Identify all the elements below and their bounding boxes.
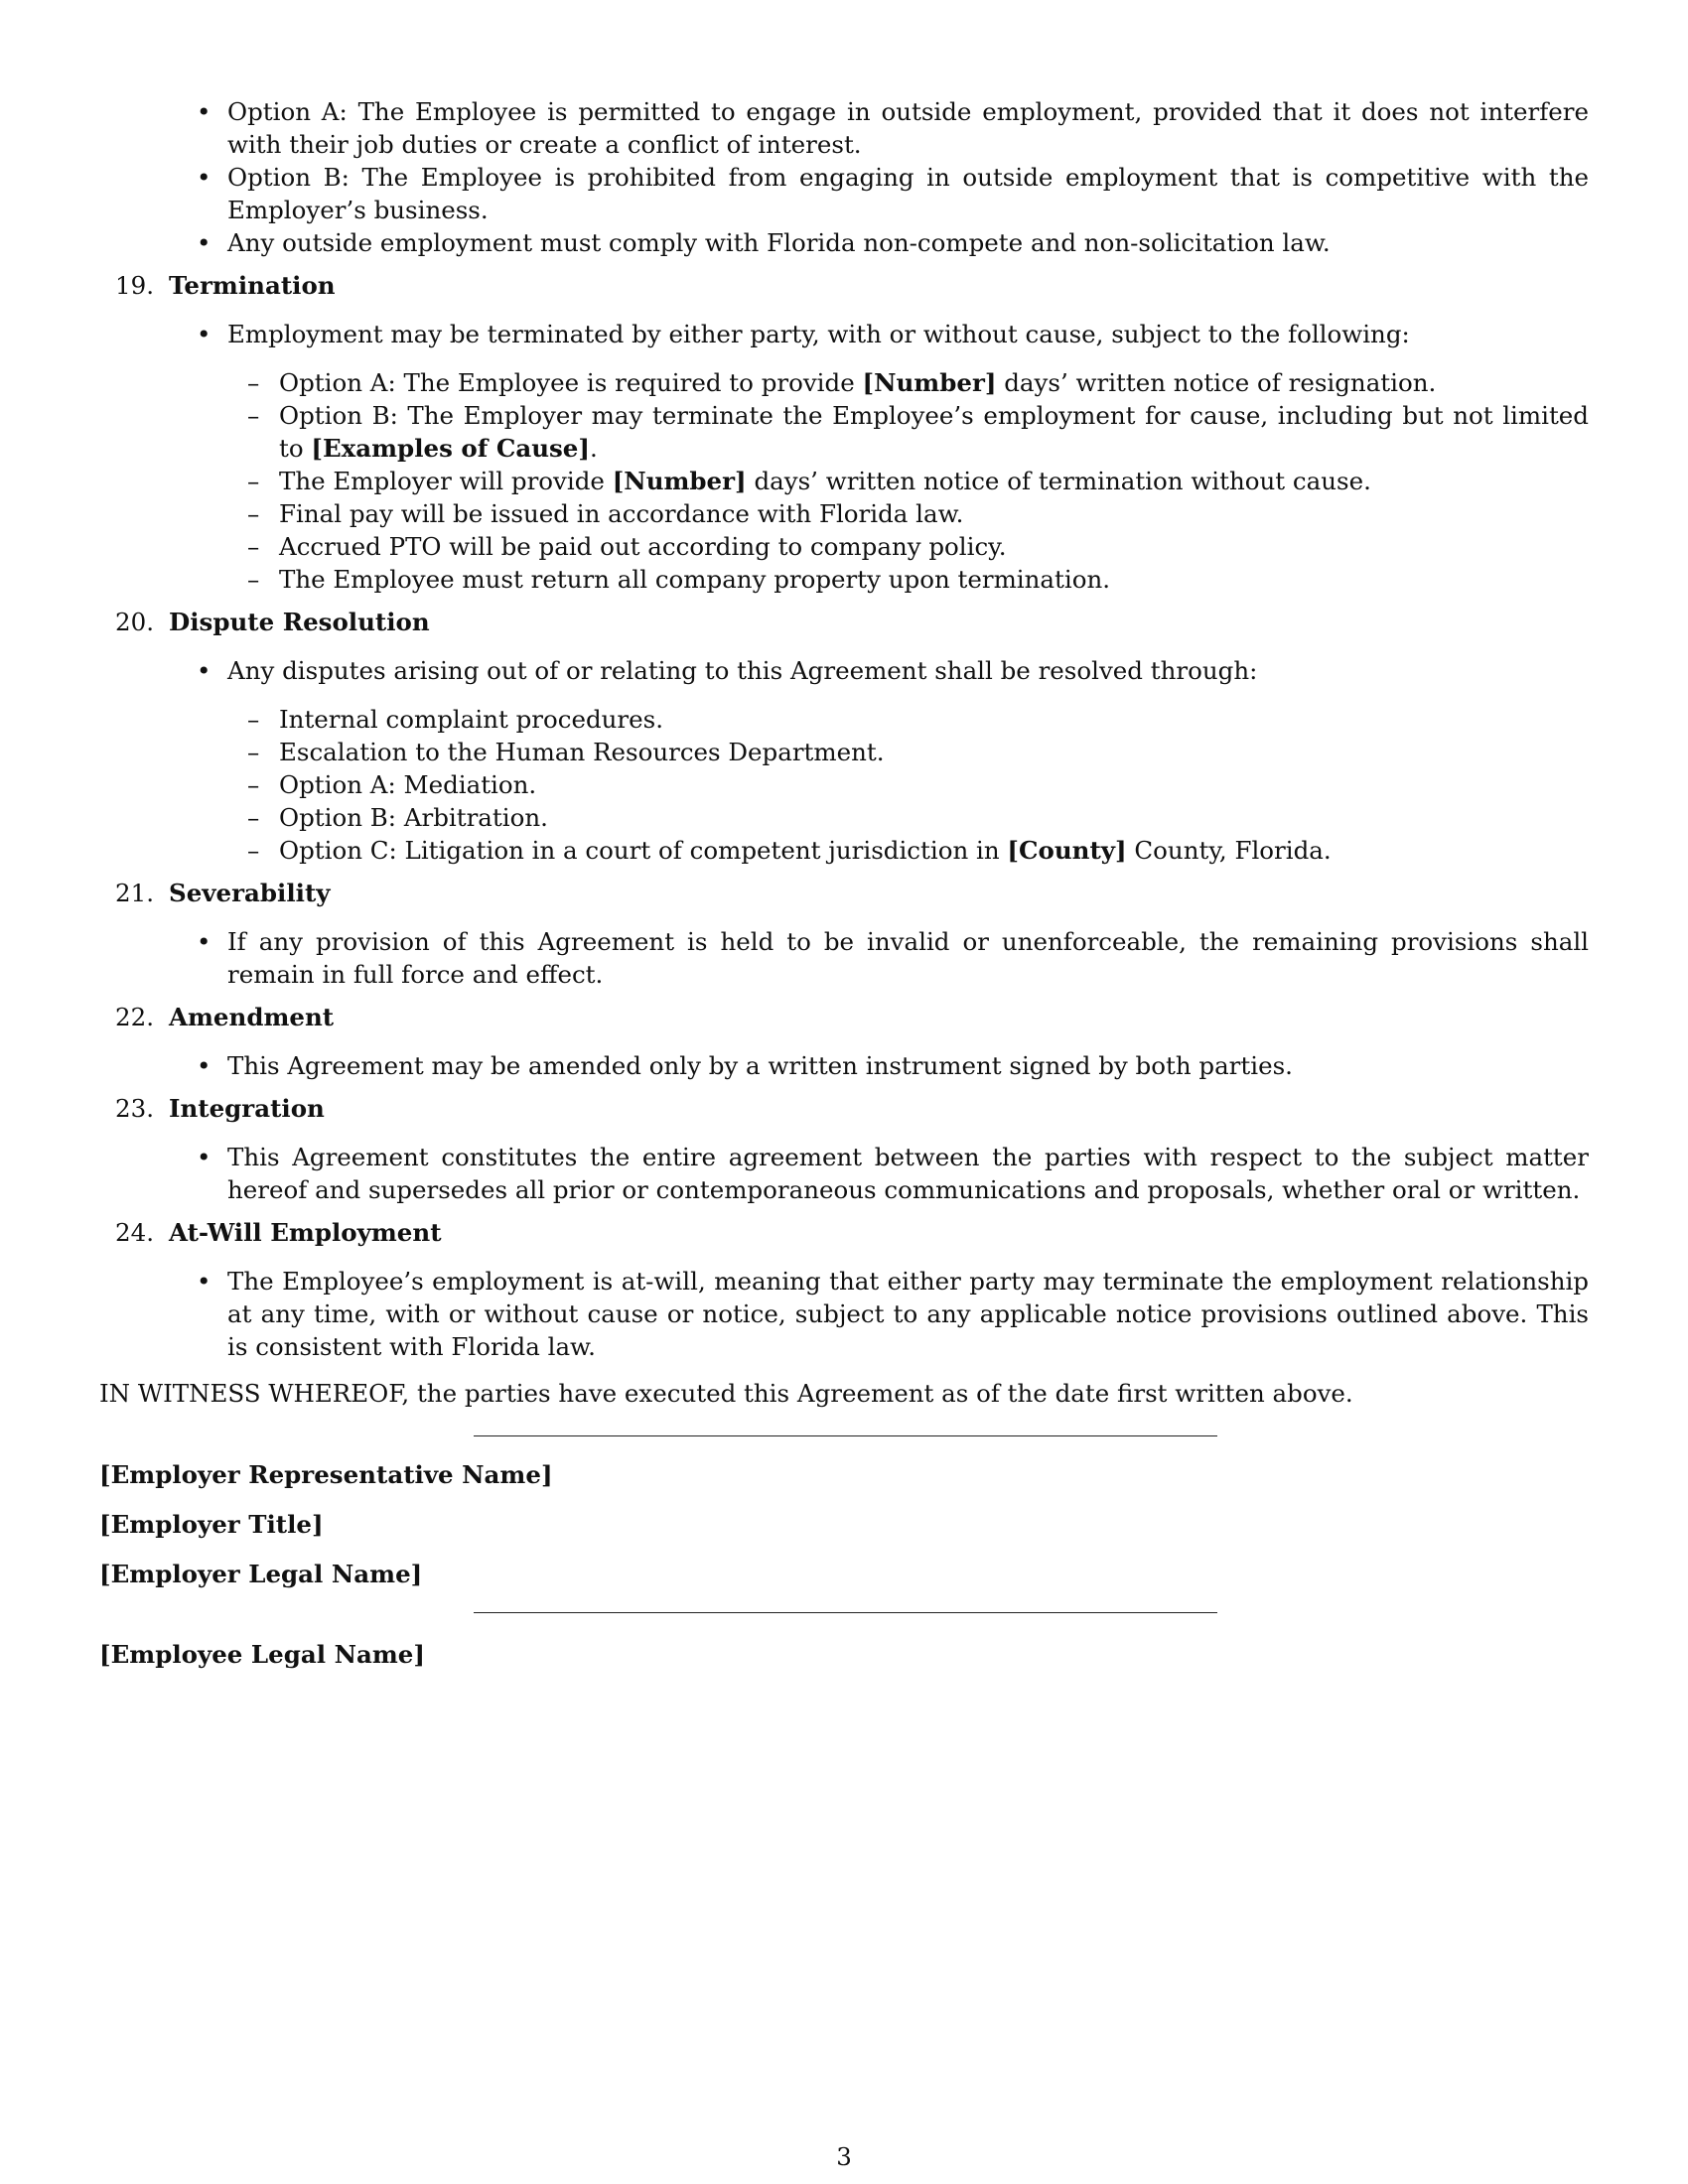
employee-signature-line bbox=[474, 1612, 1217, 1613]
employer-title: [Employer Title] bbox=[99, 1510, 324, 1539]
list-item: • Option B: The Employee is prohibited from engaging in outside employment that is competitive with the Employer’s business. bbox=[99, 161, 1589, 226]
outside-employment-bullets bbox=[99, 95, 1589, 259]
sub-list-item: – Final pay will be issued in accordance with Florida law. bbox=[99, 497, 1589, 530]
section-integration bbox=[99, 1092, 1589, 1206]
employer-legal-name: [Employer Legal Name] bbox=[99, 1560, 423, 1588]
section-title: Severability bbox=[169, 879, 331, 907]
section-bullets bbox=[99, 1265, 1589, 1363]
section-amendment bbox=[99, 1001, 1589, 1082]
list-item: • If any provision of this Agreement is held to be invalid or unenforceable, the remaining provisions shall remain in full force and effect. bbox=[99, 925, 1589, 991]
section-title: Integration bbox=[169, 1094, 325, 1123]
employer-signature-line bbox=[474, 1435, 1217, 1436]
sub-list-item: – The Employee must return all company property upon termination. bbox=[99, 563, 1589, 596]
section-heading bbox=[99, 269, 1589, 302]
employer-representative-name: [Employer Representative Name] bbox=[99, 1460, 553, 1489]
item-text: Option B: The Employer may terminate the Employee’s employment for cause, including but not limited to bbox=[279, 401, 1589, 463]
section-at-will-employment bbox=[99, 1216, 1589, 1363]
section-number: 20. bbox=[115, 608, 154, 636]
list-item: • Any outside employment must comply with Florida non-compete and non-solicitation law. bbox=[99, 226, 1589, 259]
sub-list-item: – Option B: Arbitration. bbox=[99, 801, 1589, 834]
item-text: Option A: The Employee is required to provide bbox=[279, 368, 863, 397]
section-bullets bbox=[99, 1049, 1589, 1082]
section-number: 23. bbox=[115, 1094, 154, 1123]
section-bullets bbox=[99, 654, 1589, 687]
section-heading bbox=[99, 1001, 1589, 1033]
page-number: 3 bbox=[836, 2142, 852, 2171]
section-heading bbox=[99, 1216, 1589, 1249]
sub-list-item: – Accrued PTO will be paid out according to company policy. bbox=[99, 530, 1589, 563]
item-text: days’ written notice of termination without cause. bbox=[746, 467, 1371, 495]
section-bullets bbox=[99, 318, 1589, 350]
sub-list-item bbox=[99, 366, 1589, 399]
section-heading bbox=[99, 877, 1589, 909]
placeholder-field: [Number] bbox=[862, 368, 997, 397]
item-text: The Employer will provide bbox=[279, 467, 613, 495]
sub-list-item: – Option A: Mediation. bbox=[99, 768, 1589, 801]
item-text: County, Florida. bbox=[1126, 836, 1332, 865]
list-item: • The Employee’s employment is at-will, meaning that either party may terminate the employment relationship at any time, with or without cause or notice, subject to any applicable notice provisions outlined above. This is consistent with Florida law. bbox=[99, 1265, 1589, 1363]
section-severability bbox=[99, 877, 1589, 991]
document-body bbox=[99, 95, 1589, 1671]
list-item: • Any disputes arising out of or relating to this Agreement shall be resolved through: bbox=[99, 654, 1589, 687]
sub-list-item bbox=[99, 465, 1589, 497]
sub-list-item bbox=[99, 834, 1589, 867]
section-number: 22. bbox=[115, 1003, 154, 1031]
item-text: . bbox=[589, 434, 598, 463]
placeholder-field: [Number] bbox=[612, 467, 747, 495]
section-heading bbox=[99, 1092, 1589, 1125]
list-item: • Option A: The Employee is permitted to engage in outside employment, provided that it does not interfere with their job duties or create a conflict of interest. bbox=[99, 95, 1589, 161]
sub-list-item bbox=[99, 399, 1589, 465]
sub-list-item: – Escalation to the Human Resources Department. bbox=[99, 736, 1589, 768]
section-number: 19. bbox=[115, 271, 154, 300]
section-bullets bbox=[99, 925, 1589, 991]
list-item: • This Agreement may be amended only by a written instrument signed by both parties. bbox=[99, 1049, 1589, 1082]
section-number: 24. bbox=[115, 1218, 154, 1247]
witness-statement: IN WITNESS WHEREOF, the parties have executed this Agreement as of the date first written above. bbox=[99, 1379, 1353, 1408]
section-title: Amendment bbox=[169, 1003, 335, 1031]
employee-legal-name: [Employee Legal Name] bbox=[99, 1640, 425, 1669]
dispute-sub-items bbox=[99, 703, 1589, 867]
section-bullets bbox=[99, 1141, 1589, 1206]
section-heading bbox=[99, 606, 1589, 638]
placeholder-field: [Examples of Cause] bbox=[311, 434, 590, 463]
placeholder-field: [County] bbox=[1007, 836, 1127, 865]
section-title: Termination bbox=[169, 271, 336, 300]
section-dispute-resolution bbox=[99, 606, 1589, 867]
section-termination bbox=[99, 269, 1589, 596]
section-title: Dispute Resolution bbox=[169, 608, 430, 636]
item-text: days’ written notice of resignation. bbox=[996, 368, 1437, 397]
sub-list-item: – Internal complaint procedures. bbox=[99, 703, 1589, 736]
section-number: 21. bbox=[115, 879, 154, 907]
section-title: At-Will Employment bbox=[169, 1218, 442, 1247]
list-item: • This Agreement constitutes the entire agreement between the parties with respect to the subject matter hereof and supersedes all prior or contemporaneous communications and proposals, whether oral or written. bbox=[99, 1141, 1589, 1206]
list-item: • Employment may be terminated by either party, with or without cause, subject to the following: bbox=[99, 318, 1589, 350]
item-text: Option C: Litigation in a court of competent jurisdiction in bbox=[279, 836, 1008, 865]
termination-sub-items bbox=[99, 366, 1589, 596]
